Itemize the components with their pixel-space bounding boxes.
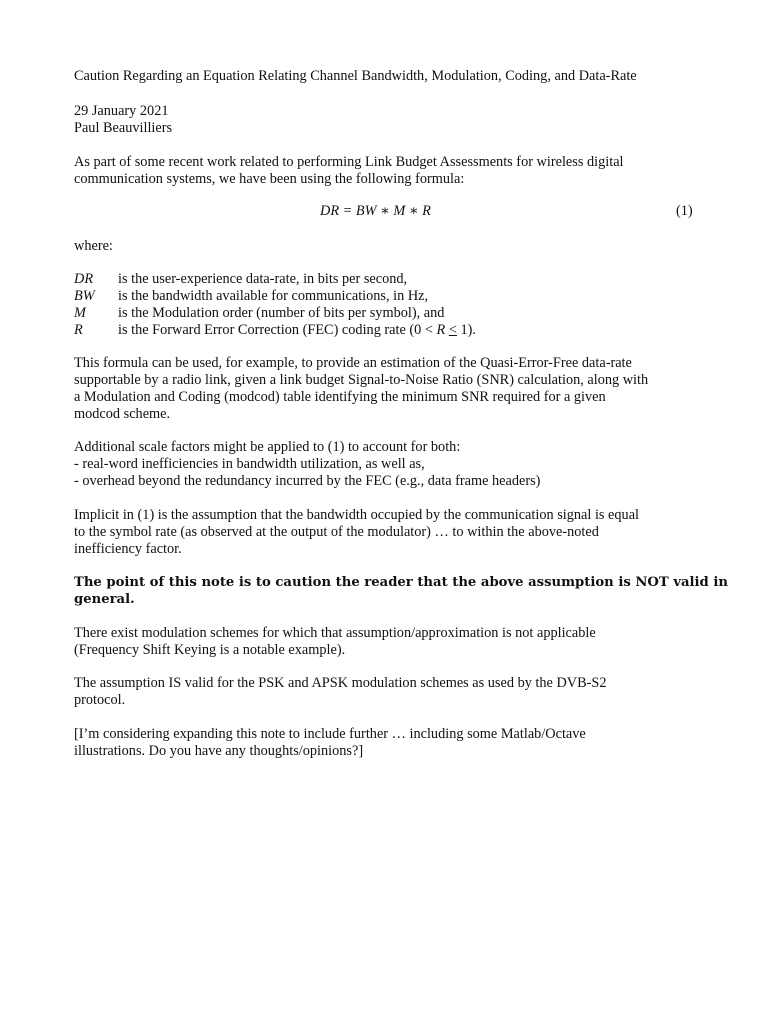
point-line-1: The point of this note is to caution the reader that the above assumption is NOT valid in — [74, 575, 728, 590]
definition-description: is the user-experience data-rate, in bits per second, — [118, 271, 408, 287]
definition-m — [74, 305, 444, 322]
definition-symbol: BW — [74, 288, 95, 304]
definition-symbol: M — [74, 305, 86, 321]
definition-description-post: 1). — [456, 322, 476, 338]
equation-number: (1) — [676, 203, 693, 219]
definition-description: is the Modulation order (number of bits per symbol), and — [118, 305, 445, 321]
scale-line-2: - real-word inefficiencies in bandwidth utilization, as well as, — [74, 456, 425, 472]
scale-line-1: Additional scale factors might be applied to (1) to account for both: — [74, 439, 461, 455]
consider-line-1: [I’m considering expanding this note to include further … including some Matlab/Octave — [74, 726, 586, 742]
where-label: where: — [74, 238, 113, 254]
definition-dr — [74, 271, 407, 288]
implicit-line-1: Implicit in (1) is the assumption that the bandwidth occupied by the communication signal is equal — [74, 507, 640, 523]
usage-line-3: a Modulation and Coding (modcod) table identifying the minimum SNR required for a given — [74, 389, 606, 405]
document-author: Paul Beauvilliers — [74, 120, 173, 136]
definition-description: is the bandwidth available for communications, in Hz, — [118, 288, 429, 304]
usage-line-2: supportable by a radio link, given a link budget Signal-to-Noise Ratio (SNR) calculation, along with — [74, 372, 649, 388]
exist-line-2: (Frequency Shift Keying is a notable example). — [74, 642, 346, 658]
valid-line-2: protocol. — [74, 692, 126, 708]
implicit-line-2: to the symbol rate (as observed at the output of the modulator) … to within the above-noted — [74, 524, 599, 540]
exist-line-1: There exist modulation schemes for which that assumption/approximation is not applicable — [74, 625, 596, 641]
definition-symbol: DR — [74, 271, 94, 287]
definition-description-le: < — [448, 322, 457, 338]
intro-line-2: communication systems, we have been using the following formula: — [74, 171, 465, 187]
usage-line-1: This formula can be used, for example, to provide an estimation of the Quasi-Error-Free data-rate — [74, 355, 632, 371]
consider-line-2: illustrations. Do you have any thoughts/opinions?] — [74, 743, 364, 759]
definition-description-var: R — [436, 322, 446, 338]
document-date: 29 January 2021 — [74, 103, 169, 119]
definition-r — [74, 322, 476, 339]
definition-symbol: R — [74, 322, 83, 338]
implicit-line-3: inefficiency factor. — [74, 541, 182, 557]
document-title: Caution Regarding an Equation Relating Channel Bandwidth, Modulation, Coding, and Data-Rate — [74, 68, 637, 84]
definition-bw — [74, 288, 428, 305]
valid-line-1: The assumption IS valid for the PSK and APSK modulation schemes as used by the DVB-S2 — [74, 675, 607, 691]
equation: DR = BW ∗ M ∗ R — [320, 203, 431, 219]
point-line-2: general. — [74, 592, 135, 607]
intro-line-1: As part of some recent work related to performing Link Budget Assessments for wireless digital — [74, 154, 624, 170]
scale-line-3: - overhead beyond the redundancy incurred by the FEC (e.g., data frame headers) — [74, 473, 541, 489]
definition-description-pre: is the Forward Error Correction (FEC) coding rate (0 < — [118, 322, 437, 338]
usage-line-4: modcod scheme. — [74, 406, 171, 422]
